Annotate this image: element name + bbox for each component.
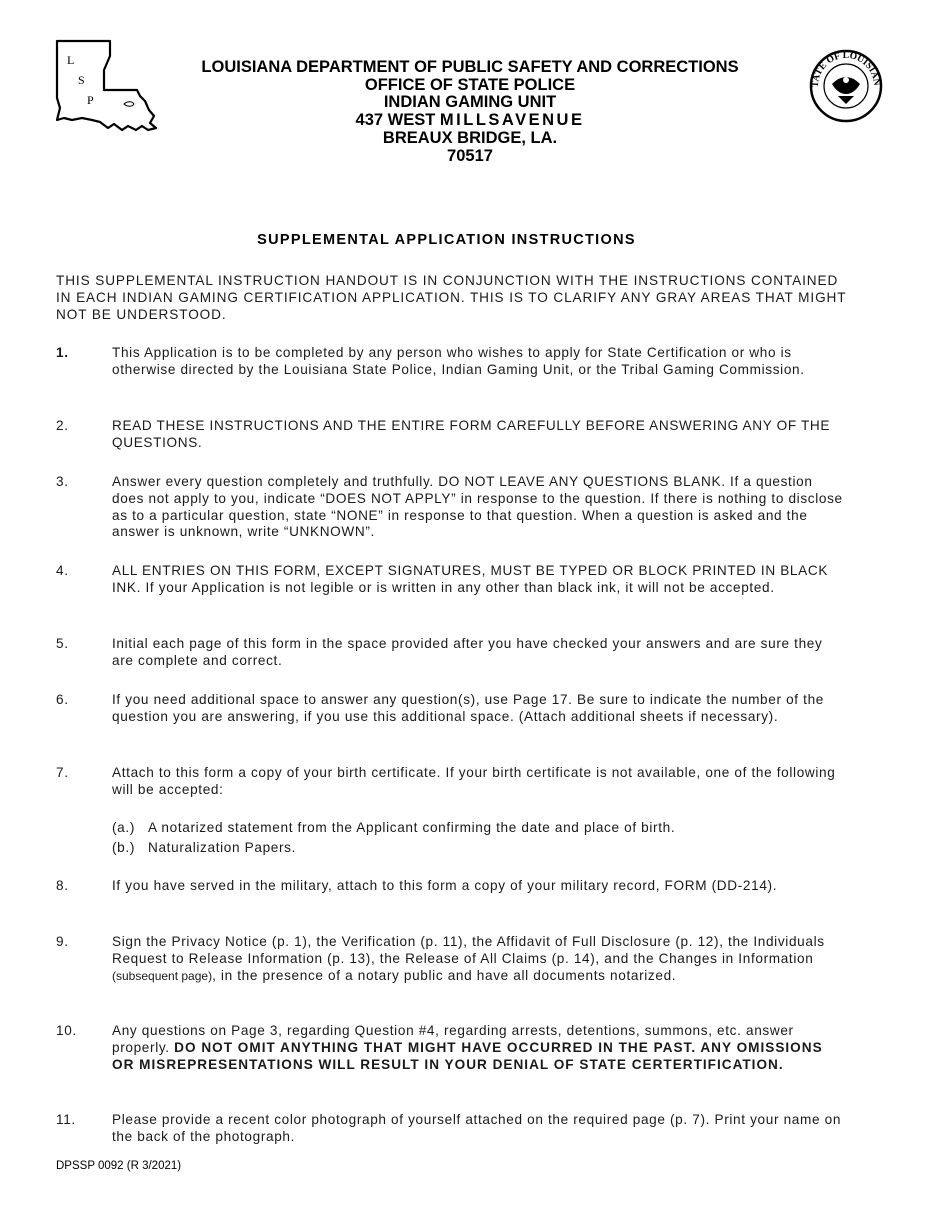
instruction-item <box>56 474 846 541</box>
street-name: MILLSAVENUE <box>439 111 585 130</box>
instruction-item <box>56 345 846 379</box>
document-title: SUPPLEMENTAL APPLICATION INSTRUCTIONS <box>257 232 636 248</box>
item-number: 2. <box>56 418 69 433</box>
item-text: If you need additional space to answer any question(s), use Page 17. Be sure to indicate the number of the question you are answering, if you use this additional space. (Attach additional sheets if necessary). <box>112 692 824 724</box>
seal-text: TATE OF LOUISIAN <box>810 50 882 88</box>
item-number: 3. <box>56 474 69 489</box>
sub-item-text: Naturalization Papers. <box>148 840 297 855</box>
instruction-item <box>56 934 846 984</box>
item-text: Attach to this form a copy of your birth certificate. If your birth certificate is not available, one of the following will be accepted: <box>112 765 836 797</box>
item-text: READ THESE INSTRUCTIONS AND THE ENTIRE FORM CAREFULLY BEFORE ANSWERING ANY OF THE QUESTIONS. <box>112 418 831 450</box>
instruction-item <box>56 636 846 670</box>
logo-letter-l: L <box>67 53 75 67</box>
item-text-part: , in the presence of a notary public and have all documents notarized. <box>212 967 677 983</box>
logo-letter-s: S <box>78 73 85 87</box>
intro-paragraph: THIS SUPPLEMENTAL INSTRUCTION HANDOUT IS IN CONJUNCTION WITH THE INSTRUCTIONS CONTAINED IN EACH INDIAN GAMING CERTIFICATION APPLICATION. THIS IS TO CLARIFY ANY GRAY AREAS THAT MIGHT NOT BE UNDERSTOOD. <box>56 273 847 322</box>
item-number: 6. <box>56 692 69 707</box>
item-number: 9. <box>56 934 69 949</box>
item-number: 10. <box>56 1023 77 1038</box>
logo-letter-p: P <box>87 93 94 107</box>
item-text: This Application is to be completed by any person who wishes to apply for State Certification or who is otherwise directed by the Louisiana State Police, Indian Gaming Unit, or the Tribal Gaming Commission. <box>112 345 805 377</box>
instruction-item <box>56 1023 846 1073</box>
item-text-small: (subsequent page) <box>112 968 213 983</box>
item-text: If you have served in the military, attach to this form a copy of your military record, FORM (DD-214). <box>112 878 778 893</box>
item-number: 4. <box>56 563 69 578</box>
item-text: Answer every question completely and truthfully. DO NOT LEAVE ANY QUESTIONS BLANK. If a question does not apply to you, indicate “DOES NOT APPLY” in response to the question. If there is nothing to disclose as to a particular question, state “NONE” in response to that question. When a question is asked and the answer is unknown, write “UNKNOWN”. <box>112 474 843 540</box>
item-text <box>112 934 846 984</box>
form-number: DPSSP 0092 (R 3/2021) <box>56 1160 182 1172</box>
instruction-item <box>56 765 846 799</box>
street-address <box>120 112 820 130</box>
item-text: Please provide a recent color photograph of yourself attached on the required page (p. 7). Print your name on the back of the photograph. <box>112 1112 842 1144</box>
item-number: 5. <box>56 636 69 651</box>
item-warning: DO NOT OMIT ANYTHING THAT MIGHT HAVE OCCURRED IN THE PAST. ANY OMISSIONS OR MISREPRESENTATIONS WILL RESULT IN YOUR DENIAL OF STATE CERTERTIFICATION. <box>112 1039 823 1072</box>
item-number: 1. <box>56 345 69 360</box>
street-number: 437 WEST <box>355 111 436 130</box>
sub-item-text: A notarized statement from the Applicant confirming the date and place of birth. <box>148 820 676 835</box>
agency-header <box>120 59 820 165</box>
sub-item <box>112 840 296 855</box>
unit-name: INDIAN GAMING UNIT <box>383 93 557 112</box>
item-number: 7. <box>56 765 69 780</box>
item-number: 11. <box>56 1112 76 1127</box>
sub-item <box>112 820 675 835</box>
sub-item-label: (b.) <box>112 840 135 855</box>
instruction-item <box>56 563 846 597</box>
item-text-part: Any questions on Page 3, regarding Question #4, regarding arrests, detentions, summons, etc. answer properly. <box>112 1023 794 1055</box>
instruction-item <box>56 418 846 452</box>
zip-code: 70517 <box>447 146 493 165</box>
item-text: Initial each page of this form in the space provided after you have checked your answers and are sure they are complete and correct. <box>112 636 823 668</box>
item-number: 8. <box>56 878 69 893</box>
instruction-item <box>56 878 846 895</box>
city-state: BREAUX BRIDGE, LA. <box>382 128 558 147</box>
sub-item-label: (a.) <box>112 820 135 835</box>
department-name: LOUISIANA DEPARTMENT OF PUBLIC SAFETY AND CORRECTIONS <box>201 58 739 76</box>
item-text: ALL ENTRIES ON THIS FORM, EXCEPT SIGNATURES, MUST BE TYPED OR BLOCK PRINTED IN BLACK INK. If your Application is not legible or is written in any other than black ink, it will not be accepted. <box>112 563 829 595</box>
item-text <box>112 1023 846 1073</box>
item-text-part: Sign the Privacy Notice (p. 1), the Verification (p. 11), the Affidavit of Full Disclosure (p. 12), the Individuals Request to Release Information (p. 13), the Release of All Claims (p. 14), and the Changes in Information <box>112 934 825 966</box>
instruction-item <box>56 1112 846 1146</box>
office-name: OFFICE OF STATE POLICE <box>364 75 576 94</box>
instruction-item <box>56 692 846 726</box>
